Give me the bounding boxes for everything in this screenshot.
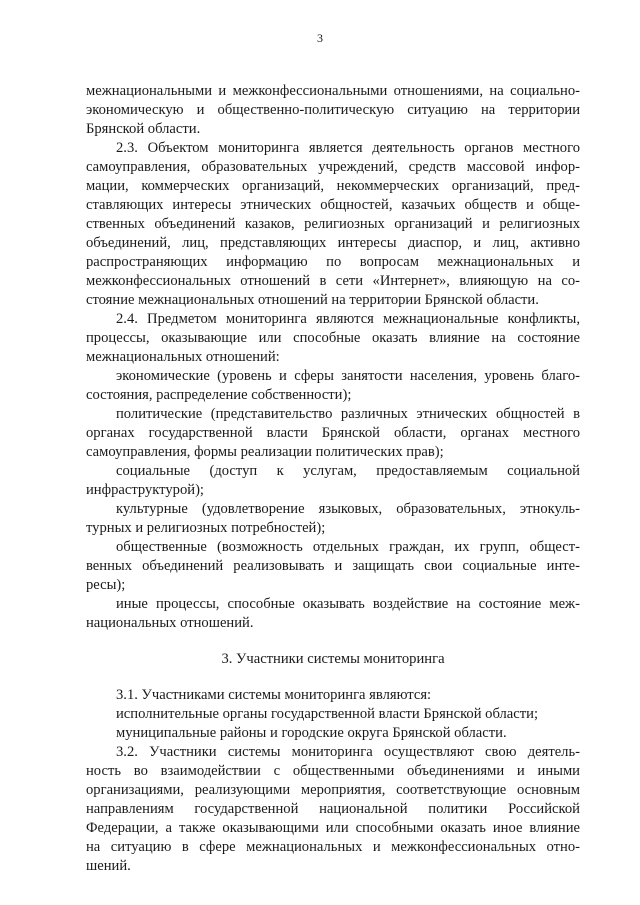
text-line: исполнительные органы государственной власти Брянской области; [116,706,539,722]
text-line: на ситуацию в сфере межнациональных и межконфессиональных отно- [86,839,580,855]
text-line: объединений, лиц, представляющих интересы диаспор, и лиц, активно [86,235,580,251]
text-line: 3.2. Участники системы мониторинга осуществляют свою деятель- [116,744,580,760]
text-line: организациями, реализующими мероприятия, соответствующие основным [86,782,580,798]
text-line: Брянской области. [86,121,201,137]
text-line: общественные (возможность отдельных граждан, их групп, общест- [116,539,580,555]
text-line: национальных отношений. [86,615,254,631]
list-item-political [86,405,580,462]
paragraph-2-3 [86,139,580,310]
text-line: состояния, распределение собственности); [86,387,352,403]
text-line: социальные (доступ к услугам, предоставляемым социальной [116,463,580,479]
text-line: направлениям государственной национальной политики Российской [86,801,580,817]
list-item-economic [86,367,580,405]
document-body [86,82,580,876]
list-item-social [86,462,580,500]
text-line: Федерации, а также оказывающими или способными оказать иное влияние [86,820,580,836]
text-line: мации, коммерческих организаций, некоммерческих организаций, пред- [86,178,580,194]
list-item-other [86,595,580,633]
text-line: экономическую и общественно-политическую ситуацию на территории [86,102,580,118]
section-heading: 3. Участники системы мониторинга [221,651,445,667]
text-line: культурные (удовлетворение языковых, образовательных, этнокуль- [116,501,580,517]
paragraph-3-2 [86,743,580,876]
list-item-executive-bodies [86,705,580,724]
text-line: экономические (уровень и сферы занятости населения, уровень благо- [116,368,580,384]
list-item-public [86,538,580,595]
list-item-cultural [86,500,580,538]
text-line: шений. [86,858,131,874]
paragraph-continuation [86,82,580,139]
list-item-municipal [86,724,580,743]
text-line: ресы); [86,577,126,593]
text-line: 2.4. Предметом мониторинга являются межнациональные конфликты, [116,311,580,327]
text-line: муниципальные районы и городские округа Брянской области. [116,725,507,741]
text-line: процессы, оказывающие или способные оказать влияние на состояние [86,330,580,346]
text-line: турных и религиозных потребностей); [86,520,326,536]
text-line: межконфессиональных отношений в сети «Интернет», влияющую на со- [86,273,580,289]
text-line: иные процессы, способные оказывать воздействие на состояние меж- [116,596,580,612]
paragraph-2-4 [86,310,580,367]
text-line: самоуправления, формы реализации политических прав); [86,444,444,460]
text-line: межнациональными и межконфессиональными отношениями, на социально- [86,83,580,99]
text-line: венных объединений реализовывать и защищать свои социальные инте- [86,558,580,574]
text-line: стояние межнациональных отношений на территории Брянской области. [86,292,539,308]
text-line: 3.1. Участниками системы мониторинга являются: [116,687,432,703]
paragraph-3-1 [86,686,580,705]
text-line: инфраструктурой); [86,482,204,498]
text-line: ность во взаимодействии с общественными объединениями и иными [86,763,580,779]
text-line: межнациональных отношений: [86,349,280,365]
text-line: ставляющих интересы этнических общностей, казачьих обществ и обще- [86,197,580,213]
text-line: самоуправления, образовательных учреждений, средств массовой инфор- [86,159,580,175]
text-line: распространяющих информацию по вопросам межнациональных и [86,254,580,270]
page-number: 3 [317,31,323,45]
text-line: 2.3. Объектом мониторинга является деятельность органов местного [116,140,580,156]
text-line: ственных объединений казаков, религиозных организаций и религиозных [86,216,580,232]
text-line: органах государственной власти Брянской области, органах местного [86,425,580,441]
text-line: политические (представительство различных этнических общностей в [116,406,580,422]
